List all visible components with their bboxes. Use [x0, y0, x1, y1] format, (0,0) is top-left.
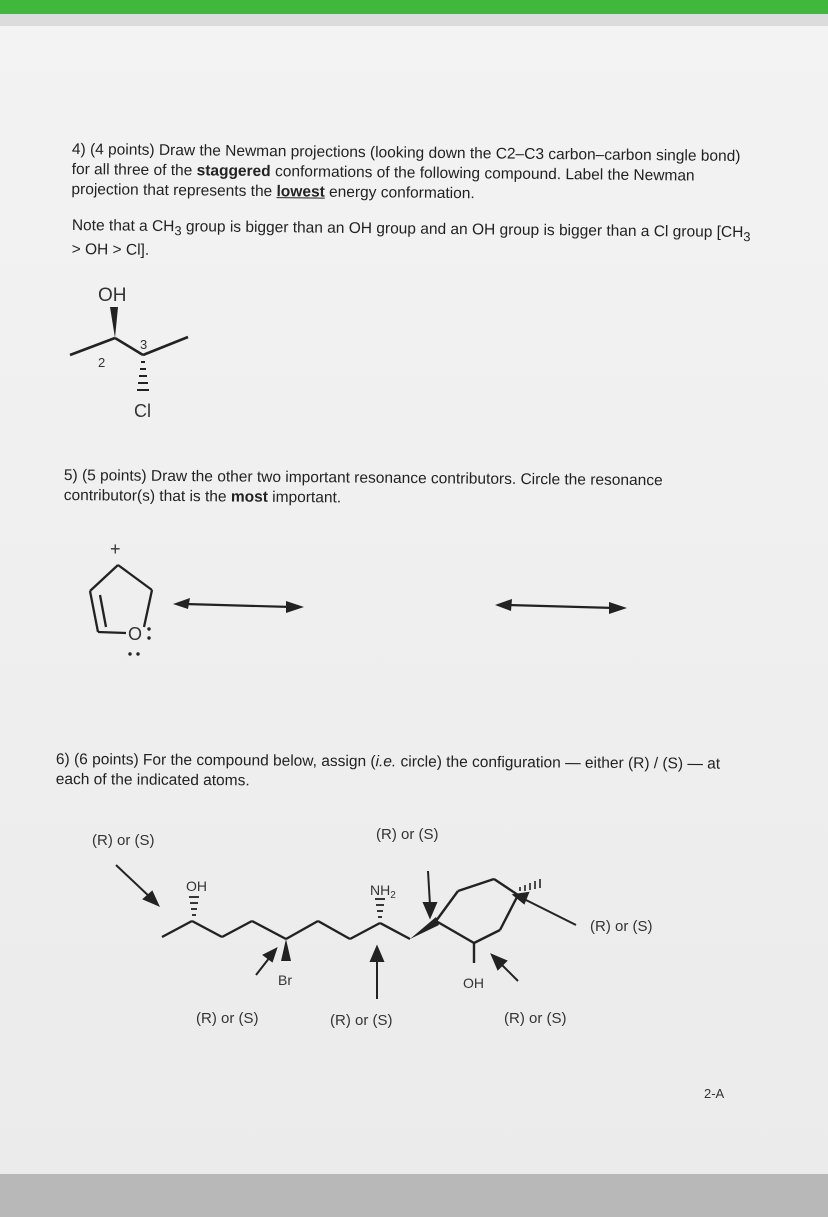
question-4-note: Note that a $CH_3$ group is bigger than an OH group and an OH group is bigger than a Cl group [$CH_3$ > OH > Cl]. [71, 216, 751, 259]
top-bar [0, 0, 828, 14]
wedge-bond-br [281, 939, 291, 961]
mol-oh-label: OH [98, 285, 127, 306]
question-4-text: 4) (4 points) Draw the Newman projections (looking down the C2–C3 carbon–carbon single bond) for all three of the staggered conformations of the following compound. Label the Newman projection that represents the lowest energy conformation. [71, 140, 741, 203]
label-bottom-1[interactable]: (R) or (S) [196, 1010, 259, 1027]
hash-bond-oh1 [189, 897, 199, 915]
hash-bond-nh2 [375, 899, 385, 917]
mol-cl-label: Cl [134, 401, 151, 421]
q5-resonance-figure [70, 535, 650, 675]
label-right[interactable]: (R) or (S) [590, 918, 653, 935]
nh2-label: $NH_2$ [370, 882, 396, 901]
q6-molecule [140, 855, 600, 1015]
hash-bond-ring-right [520, 879, 540, 891]
label-bottom-2[interactable]: (R) or (S) [330, 1012, 393, 1029]
br-label: Br [278, 972, 292, 988]
indicator-arrows [116, 865, 576, 999]
question-6-text: 6) (6 points) For the compound below, assign (i.e. circle) the configuration — either (R) / (S) — at each of the indicated atoms. [55, 751, 721, 790]
hash-bond-cl [137, 362, 149, 390]
oh1-label: OH [186, 878, 207, 894]
cyclopentene-ring [90, 565, 152, 633]
bottom-bar [0, 1174, 828, 1217]
mol-c2-label: 2 [98, 355, 106, 370]
resonance-arrow-2 [495, 599, 627, 614]
mol-c3-label: 3 [140, 337, 148, 352]
resonance-arrow-1 [173, 598, 304, 613]
wedge-bond-ring [410, 917, 439, 939]
page-number: 2-A [704, 1086, 725, 1101]
positive-charge: + [110, 539, 121, 559]
q4-molecule [60, 275, 220, 435]
oh2-label: OH [463, 975, 484, 991]
oxygen-atom: O [128, 624, 143, 644]
wedge-bond-oh [110, 307, 118, 338]
label-top-left[interactable]: (R) or (S) [92, 832, 155, 849]
label-top-center[interactable]: (R) or (S) [376, 826, 439, 843]
carbon-skeleton [162, 879, 518, 963]
label-bottom-3[interactable]: (R) or (S) [504, 1010, 567, 1027]
question-5-text: 5) (5 points) Draw the other two important resonance contributors. Circle the resonance contributor(s) that is the most important. [63, 466, 663, 507]
